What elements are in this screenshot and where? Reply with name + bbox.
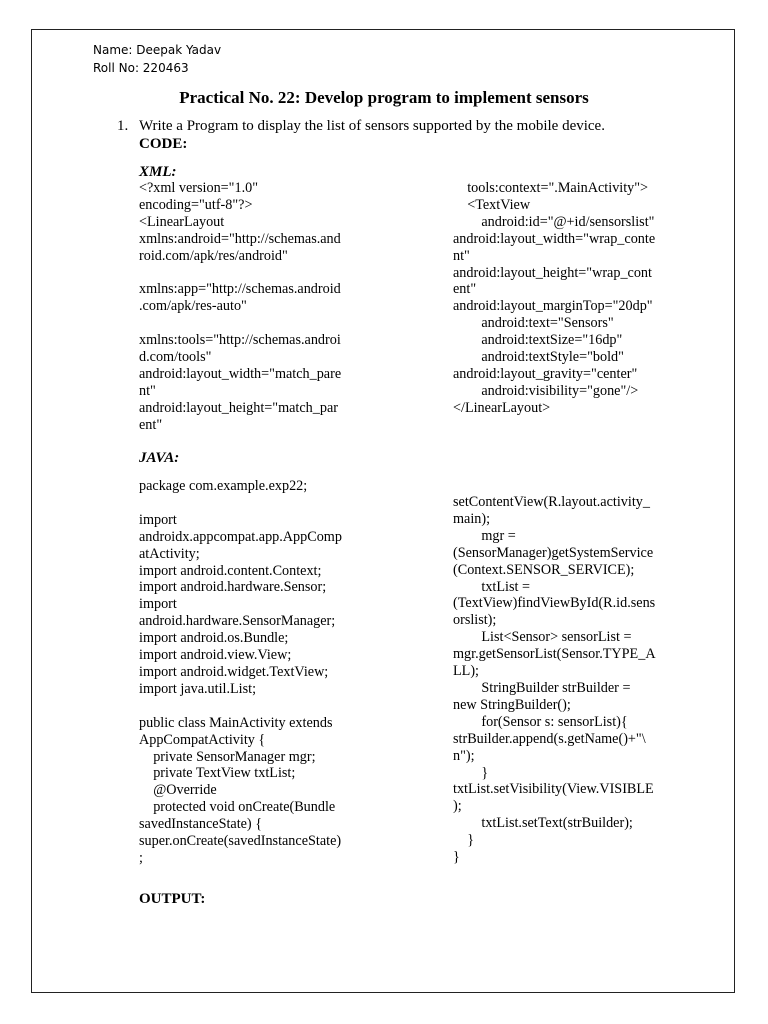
code-heading: CODE: bbox=[139, 136, 188, 152]
java-code-left: package com.example.exp22; import androidx.appcompat.app.AppComp atActivity; import android.content.Context; import android.hardware.Sensor; import android.hardware.SensorManager; import android.os.Bundle; import android.view.View; import android.widget.TextView; import java.util.List; public class MainActivity extends AppCompatActivity { private SensorManager mgr; private TextView txtList; @Override protected void onCreate(Bundle savedInstanceState) { super.onCreate(savedInstanceState) ; bbox=[139, 478, 342, 866]
xml-code-right: tools:context=".MainActivity"> <TextView android:id="@+id/sensorslist" android:layout_width="wrap_conte nt" android:layout_height="wrap_cont ent" android:layout_marginTop="20dp" android:text="Sensors" android:textSize="16dp" android:textStyle="bold" android:layout_gravity="center" android:visibility="gone"/> </LinearLayout> bbox=[453, 180, 656, 416]
output-heading: OUTPUT: bbox=[139, 891, 206, 907]
xml-heading: XML: bbox=[139, 164, 177, 180]
roll-number: Roll No: 220463 bbox=[93, 61, 189, 75]
java-heading: JAVA: bbox=[139, 450, 180, 466]
xml-code-left: <?xml version="1.0" encoding="utf-8"?> <LinearLayout xmlns:android="http://schemas.and roid.com/apk/res/android" xmlns:app="http://schemas.android .com/apk/res-auto" xmlns:tools="http://schemas.androi d.com/tools" android:layout_width="match_pare nt" android:layout_height="match_par ent" bbox=[139, 180, 342, 433]
question-text: Write a Program to display the list of sensors supported by the mobile device. bbox=[139, 118, 605, 134]
question-number: 1. bbox=[117, 118, 129, 134]
java-code-right: setContentView(R.layout.activity_ main); mgr = (SensorManager)getSystemService (Context.SENSOR_SERVICE); txtList = (TextView)findViewById(R.id.sens orslist); List<Sensor> sensorList = mgr.getSensorList(Sensor.TYPE_A LL); StringBuilder strBuilder = new StringBuilder(); for(Sensor s: sensorList){ strBuilder.append(s.getName()+"\ n"); } txtList.setVisibility(View.VISIBLE ); txtList.setText(strBuilder); } } bbox=[453, 494, 656, 866]
student-name: Name: Deepak Yadav bbox=[93, 43, 222, 57]
page-title: Practical No. 22: Develop program to implement sensors bbox=[179, 88, 589, 107]
